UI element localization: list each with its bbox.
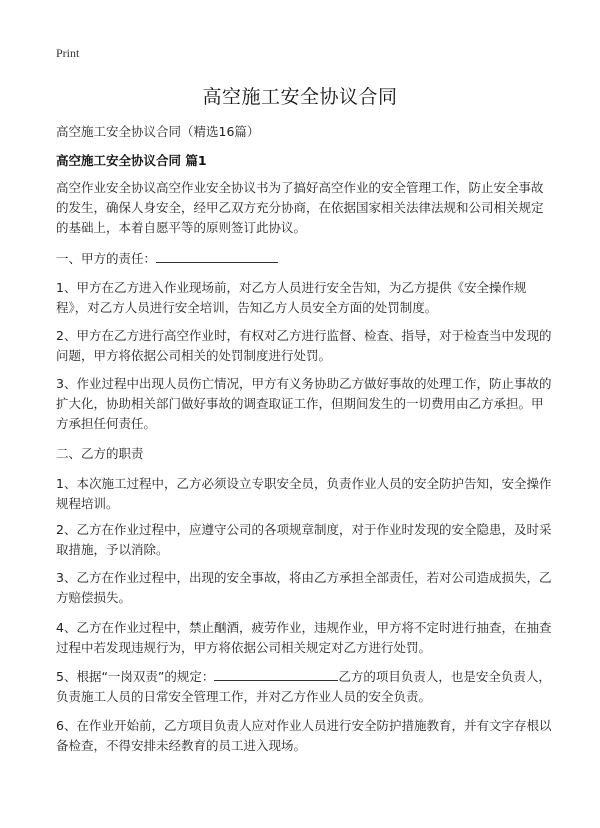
- party-b-item-6: 6、在作业开始前，乙方项目负责人应对作业人员进行安全防护措施教育，并有文字存根以备检查，不得安排未经教育的员工进入现场。: [56, 718, 552, 753]
- document-subtitle: 高空施工安全协议合同（精选16篇）: [56, 124, 260, 139]
- section-heading: 高空施工安全协议合同 篇1: [56, 153, 207, 168]
- party-a-item-2: 2、甲方在乙方进行高空作业时，有权对乙方进行监督、检查、指导，对于检查当中发现的问题，甲方将依据公司相关的处罚制度进行处罚。: [56, 328, 552, 363]
- document-title: 高空施工安全协议合同: [202, 86, 398, 108]
- party-a-blank-line: [156, 248, 278, 263]
- party-b-item-1: 1、本次施工过程中，乙方必须设立专职安全员，负责作业人员的安全防护告知，安全操作规程培训。: [56, 476, 552, 511]
- item-5-blank-line: [214, 666, 338, 681]
- party-b-item-2: 2、乙方在作业过程中，应遵守公司的各项规章制度，对于作业时发现的安全隐患，及时采取措施，予以消除。: [56, 522, 552, 557]
- print-link[interactable]: Print: [56, 46, 80, 60]
- intro-paragraph: 高空作业安全协议高空作业安全协议书为了搞好高空作业的安全管理工作，防止安全事故的发生，确保人身安全，经甲乙双方充分协商，在依据国家相关法律法规和公司相关规定的基础上，本着自愿平等的原则签订此协议。: [56, 180, 544, 235]
- party-a-heading-text: 一、甲方的责任：: [56, 251, 157, 266]
- party-a-item-1: 1、甲方在乙方进入作业现场前，对乙方人员进行安全告知，为乙方提供《安全操作规程》，对乙方人员进行安全培训，告知乙方人员安全方面的处罚制度。: [56, 280, 527, 315]
- party-b-item-4: 4、乙方在作业过程中，禁止酗酒，疲劳作业，违规作业，甲方将不定时进行抽查，在抽查过程中若发现违规行为，甲方将依据公司相关规定对乙方进行处罚。: [56, 620, 552, 655]
- party-a-item-3: 3、作业过程中出现人员伤亡情况，甲方有义务协助乙方做好事故的处理工作，防止事故的扩大化，协助相关部门做好事故的调查取证工作，但期间发生的一切费用由乙方承担。甲方承担任何责任。: [56, 376, 552, 431]
- party-a-heading: [56, 248, 552, 269]
- party-b-item-5: [56, 666, 552, 707]
- party-b-item-3: 3、乙方在作业过程中，出现的安全事故，将由乙方承担全部责任，若对公司造成损失，乙方赔偿损失。: [56, 570, 552, 605]
- item-5-prefix: 5、根据“一岗双责”的规定：: [56, 669, 215, 684]
- party-b-heading: 二、乙方的职责: [56, 446, 144, 461]
- item-5-suffix: 乙方的项目负责人，也是安全负责人，负责施工人员的日常安全管理工作，并对乙方作业人员的安全负责。: [56, 669, 551, 704]
